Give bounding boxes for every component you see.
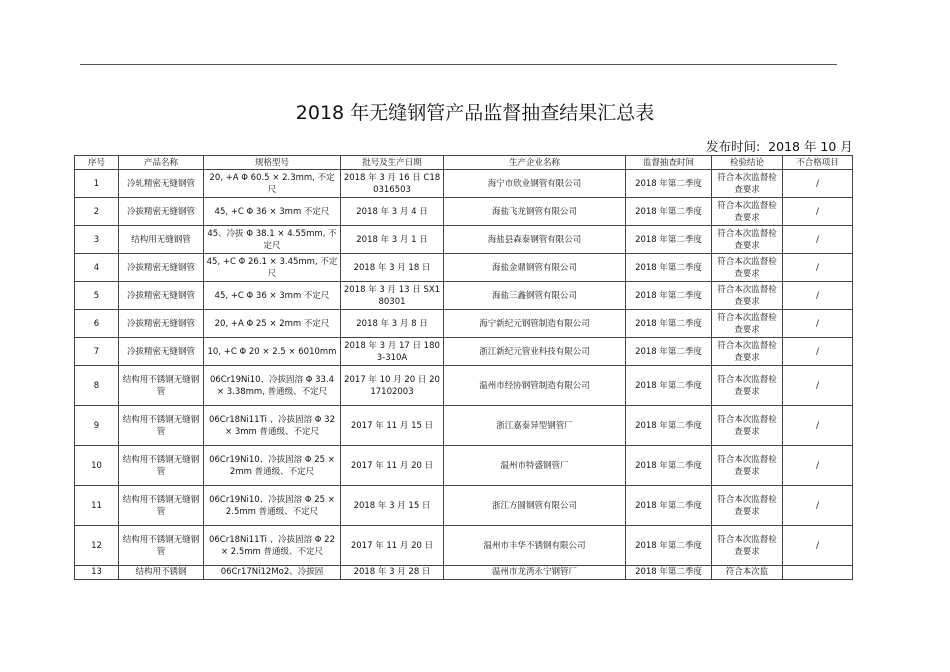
cell-conclusion: 符合本次监 (712, 566, 783, 580)
cell-company: 温州市经协钢管制造有限公司 (444, 366, 626, 406)
cell-company: 温州市丰华不锈钢有限公司 (444, 526, 626, 566)
cell-spec: 45, +C Φ 36 × 3mm 不定尺 (204, 198, 341, 226)
cell-check-time: 2018 年第二季度 (626, 226, 712, 254)
table-header-row (75, 156, 853, 170)
cell-index: 5 (75, 282, 119, 310)
cell-product: 结构用不锈钢无缝钢管 (119, 446, 204, 486)
cell-conclusion: 符合本次监督检查要求 (712, 282, 783, 310)
cell-conclusion: 符合本次监督检查要求 (712, 526, 783, 566)
table-row (75, 226, 853, 254)
cell-failed-items: / (783, 338, 853, 366)
cell-index: 9 (75, 406, 119, 446)
cell-product: 结构用不锈钢 (119, 566, 204, 580)
cell-check-time: 2018 年第二季度 (626, 366, 712, 406)
cell-spec: 20, +A Φ 25 × 2mm 不定尺 (204, 310, 341, 338)
header-index: 序号 (75, 156, 119, 170)
cell-spec: 45, +C Φ 36 × 3mm 不定尺 (204, 282, 341, 310)
cell-spec: 06Cr17Ni12Mo2、冷拔固 (204, 566, 341, 580)
cell-check-time: 2018 年第二季度 (626, 254, 712, 282)
cell-company: 海盐飞龙钢管有限公司 (444, 198, 626, 226)
table-row (75, 526, 853, 566)
cell-failed-items: / (783, 226, 853, 254)
cell-index: 3 (75, 226, 119, 254)
cell-conclusion: 符合本次监督检查要求 (712, 310, 783, 338)
cell-failed-items: / (783, 254, 853, 282)
table-row (75, 198, 853, 226)
cell-index: 10 (75, 446, 119, 486)
cell-index: 11 (75, 486, 119, 526)
cell-company: 浙江方圆钢管有限公司 (444, 486, 626, 526)
table-row (75, 338, 853, 366)
header-product: 产品名称 (119, 156, 204, 170)
cell-conclusion: 符合本次监督检查要求 (712, 486, 783, 526)
cell-conclusion: 符合本次监督检查要求 (712, 406, 783, 446)
cell-index: 4 (75, 254, 119, 282)
cell-index: 1 (75, 170, 119, 198)
cell-failed-items: / (783, 366, 853, 406)
cell-index: 2 (75, 198, 119, 226)
cell-product: 结构用不锈钢无缝钢管 (119, 406, 204, 446)
cell-check-time: 2018 年第二季度 (626, 310, 712, 338)
cell-batch: 2018 年 3 月 8 日 (341, 310, 444, 338)
cell-batch: 2017 年 10 月 20 日 2017102003 (341, 366, 444, 406)
cell-conclusion: 符合本次监督检查要求 (712, 254, 783, 282)
cell-product: 冷拔精密无缝钢管 (119, 282, 204, 310)
cell-product: 结构用无缝钢管 (119, 226, 204, 254)
header-conclusion: 检验结论 (712, 156, 783, 170)
cell-product: 结构用不锈钢无缝钢管 (119, 526, 204, 566)
cell-product: 冷拔精密无缝钢管 (119, 310, 204, 338)
cell-company: 海宁市欣业钢管有限公司 (444, 170, 626, 198)
cell-index: 8 (75, 366, 119, 406)
cell-conclusion: 符合本次监督检查要求 (712, 446, 783, 486)
cell-spec: 06Cr19Ni10、冷拔固溶 Φ 25 × 2mm 普通级、不定尺 (204, 446, 341, 486)
cell-company: 温州市特盛钢管厂 (444, 446, 626, 486)
cell-batch: 2017 年 11 月 20 日 (341, 526, 444, 566)
header-company: 生产企业名称 (444, 156, 626, 170)
cell-batch: 2017 年 11 月 20 日 (341, 446, 444, 486)
cell-spec: 20, +A Φ 60.5 × 2.3mm, 不定尺 (204, 170, 341, 198)
cell-check-time: 2018 年第二季度 (626, 446, 712, 486)
cell-failed-items (783, 566, 853, 580)
cell-batch: 2018 年 3 月 13 日 SX180301 (341, 282, 444, 310)
cell-batch: 2018 年 3 月 4 日 (341, 198, 444, 226)
cell-batch: 2018 年 3 月 28 日 (341, 566, 444, 580)
table-row (75, 310, 853, 338)
cell-product: 结构用不锈钢无缝钢管 (119, 366, 204, 406)
cell-failed-items: / (783, 282, 853, 310)
cell-failed-items: / (783, 170, 853, 198)
cell-index: 6 (75, 310, 119, 338)
cell-batch: 2018 年 3 月 1 日 (341, 226, 444, 254)
cell-failed-items: / (783, 486, 853, 526)
cell-check-time: 2018 年第二季度 (626, 526, 712, 566)
cell-product: 冷拔精密无缝钢管 (119, 198, 204, 226)
header-check-time: 监督抽查时间 (626, 156, 712, 170)
cell-index: 13 (75, 566, 119, 580)
cell-spec: 06Cr19Ni10、冷拔固溶 Φ 33.4 × 3.38mm, 普通级、不定尺 (204, 366, 341, 406)
cell-batch: 2018 年 3 月 16 日 C180316503 (341, 170, 444, 198)
cell-product: 结构用不锈钢无缝钢管 (119, 486, 204, 526)
cell-company: 海盐金鼎钢管有限公司 (444, 254, 626, 282)
cell-check-time: 2018 年第二季度 (626, 486, 712, 526)
table-row (75, 170, 853, 198)
cell-batch: 2018 年 3 月 15 日 (341, 486, 444, 526)
cell-check-time: 2018 年第二季度 (626, 282, 712, 310)
cell-conclusion: 符合本次监督检查要求 (712, 338, 783, 366)
cell-company: 浙江嘉泰异型钢管厂 (444, 406, 626, 446)
table-row (75, 366, 853, 406)
cell-spec: 45, +C Φ 26.1 × 3.45mm, 不定尺 (204, 254, 341, 282)
cell-conclusion: 符合本次监督检查要求 (712, 170, 783, 198)
cell-spec: 45、冷拔 Φ 38.1 × 4.55mm, 不定尺 (204, 226, 341, 254)
cell-batch: 2018 年 3 月 18 日 (341, 254, 444, 282)
cell-company: 温州市龙湾永宁钢管厂 (444, 566, 626, 580)
cell-index: 7 (75, 338, 119, 366)
cell-company: 海盐县森泰钢管有限公司 (444, 226, 626, 254)
cell-failed-items: / (783, 526, 853, 566)
top-rule (80, 64, 837, 65)
table-row (75, 282, 853, 310)
table-row (75, 406, 853, 446)
cell-product: 冷拔精密无缝钢管 (119, 338, 204, 366)
cell-failed-items: / (783, 406, 853, 446)
cell-check-time: 2018 年第二季度 (626, 170, 712, 198)
cell-batch: 2018 年 3 月 17 日 1803-310A (341, 338, 444, 366)
cell-conclusion: 符合本次监督检查要求 (712, 366, 783, 406)
cell-spec: 06Cr18Ni11Ti 、冷拔固溶 Φ 32 × 3mm 普通级、不定尺 (204, 406, 341, 446)
cell-company: 浙江新纪元管业科技有限公司 (444, 338, 626, 366)
release-date: 发布时间: 2018 年 10 月 (706, 139, 853, 154)
cell-product: 冷轧精密无缝钢管 (119, 170, 204, 198)
cell-check-time: 2018 年第二季度 (626, 566, 712, 580)
cell-spec: 06Cr19Ni10、冷拔固溶 Φ 25 × 2.5mm 普通级、不定尺 (204, 486, 341, 526)
cell-batch: 2017 年 11 月 15 日 (341, 406, 444, 446)
cell-company: 海宁新纪元钢管制造有限公司 (444, 310, 626, 338)
cell-failed-items: / (783, 310, 853, 338)
cell-company: 海盐三鑫钢管有限公司 (444, 282, 626, 310)
cell-spec: 10, +C Φ 20 × 2.5 × 6010mm (204, 338, 341, 366)
cell-spec: 06Cr18Ni11Ti 、冷拔固溶 Φ 22 × 2.5mm 普通级、不定尺 (204, 526, 341, 566)
cell-failed-items: / (783, 198, 853, 226)
results-table (74, 155, 853, 580)
header-failed-items: 不合格项目 (783, 156, 853, 170)
cell-check-time: 2018 年第二季度 (626, 338, 712, 366)
cell-product: 冷拔精密无缝钢管 (119, 254, 204, 282)
table-row (75, 486, 853, 526)
table-row (75, 566, 853, 580)
cell-failed-items: / (783, 446, 853, 486)
document-title: 2018 年无缝钢管产品监督抽查结果汇总表 (295, 102, 655, 124)
header-spec: 规格型号 (204, 156, 341, 170)
cell-check-time: 2018 年第二季度 (626, 198, 712, 226)
cell-conclusion: 符合本次监督检查要求 (712, 226, 783, 254)
cell-conclusion: 符合本次监督检查要求 (712, 198, 783, 226)
cell-check-time: 2018 年第二季度 (626, 406, 712, 446)
table-row (75, 446, 853, 486)
header-batch: 批号及生产日期 (341, 156, 444, 170)
cell-index: 12 (75, 526, 119, 566)
table-row (75, 254, 853, 282)
